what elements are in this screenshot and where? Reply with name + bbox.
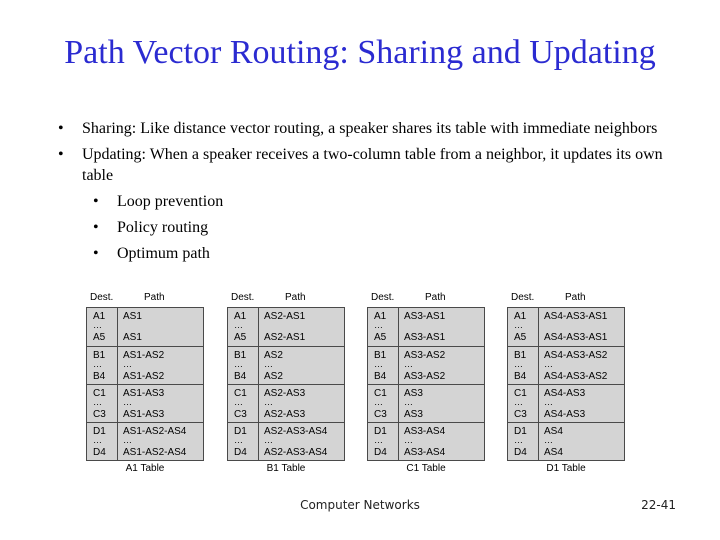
path-last: AS1 [123, 332, 142, 343]
routing-table-a1 [86, 291, 204, 474]
table-row-group-d [87, 422, 203, 461]
sub-bullet-dot: • [93, 245, 99, 262]
path-header: Path [565, 292, 586, 303]
path-header: Path [285, 292, 306, 303]
routing-table-c1 [367, 291, 485, 474]
path-header: Path [144, 292, 165, 303]
bullet-sharing [58, 118, 678, 139]
slide-title: Path Vector Routing: Sharing and Updating [64, 34, 656, 71]
sub-bullet-loop-prevention [58, 191, 678, 212]
dest-ellipsis: … [93, 435, 103, 445]
footer-course: Computer Networks [300, 498, 420, 512]
bullet-text: Sharing: Like distance vector routing, a speaker shares its table with immediate neighbors [82, 120, 658, 137]
path-first: AS4-AS3 [544, 388, 586, 399]
path-first: AS1-AS2 [123, 350, 165, 361]
path-first: AS3 [404, 388, 423, 399]
dest-first: B1 [514, 350, 527, 361]
table-row-group-b [228, 346, 344, 385]
path-last: AS2-AS1 [264, 332, 306, 343]
path-last: AS2 [264, 371, 283, 382]
dest-first: C1 [374, 388, 387, 399]
dest-last: A5 [374, 332, 387, 343]
dest-first: D1 [234, 426, 247, 437]
path-last: AS1-AS2 [123, 371, 165, 382]
table-row-group-c [87, 384, 203, 423]
dest-last: A5 [514, 332, 527, 343]
dest-first: D1 [93, 426, 106, 437]
footer-page-number: 22-41 [641, 498, 676, 512]
path-ellipsis: … [123, 435, 133, 445]
path-ellipsis: … [264, 397, 274, 407]
path-ellipsis: … [123, 359, 133, 369]
dest-last: B4 [374, 371, 387, 382]
table-row-group-d [508, 422, 624, 461]
dest-ellipsis: … [374, 435, 384, 445]
path-ellipsis: … [264, 435, 274, 445]
path-last: AS4-AS3-AS2 [544, 371, 608, 382]
dest-ellipsis: … [514, 320, 524, 330]
dest-first: A1 [234, 311, 247, 322]
table-row-group-c [228, 384, 344, 423]
path-ellipsis: … [264, 359, 274, 369]
table-row-group-b [368, 346, 484, 385]
path-first: AS1 [123, 311, 142, 322]
dest-header: Dest. [90, 292, 114, 303]
path-ellipsis: … [544, 397, 554, 407]
path-ellipsis: … [123, 397, 133, 407]
table-header [86, 291, 204, 307]
dest-last: D4 [374, 447, 387, 458]
table-grid [507, 307, 625, 461]
dest-last: D4 [514, 447, 527, 458]
dest-last: C3 [234, 409, 247, 420]
path-first: AS1-AS2-AS4 [123, 426, 187, 437]
dest-last: B4 [514, 371, 527, 382]
path-last: AS2-AS3 [264, 409, 306, 420]
dest-last: C3 [93, 409, 106, 420]
dest-first: B1 [374, 350, 387, 361]
table-row-group-d [228, 422, 344, 461]
path-ellipsis: … [404, 435, 414, 445]
table-header [227, 291, 345, 307]
routing-table-d1 [507, 291, 625, 474]
path-ellipsis: … [404, 397, 414, 407]
path-last: AS1-AS2-AS4 [123, 447, 187, 458]
table-row-group-a [368, 308, 484, 346]
dest-ellipsis: … [234, 397, 244, 407]
dest-header: Dest. [231, 292, 255, 303]
dest-last: B4 [93, 371, 106, 382]
dest-ellipsis: … [514, 359, 524, 369]
path-last: AS3-AS1 [404, 332, 446, 343]
path-first: AS3-AS2 [404, 350, 446, 361]
dest-ellipsis: … [93, 320, 103, 330]
routing-tables-figure [0, 291, 720, 476]
bullet-text: Updating: When a speaker receives a two-column table from a neighbor, it updates its own table [82, 146, 663, 184]
path-ellipsis: … [544, 359, 554, 369]
path-first: AS3-AS4 [404, 426, 446, 437]
table-header [367, 291, 485, 307]
sub-bullet-policy-routing [58, 217, 678, 238]
bullet-list [58, 118, 678, 269]
dest-first: A1 [514, 311, 527, 322]
path-header: Path [425, 292, 446, 303]
path-last: AS4-AS3 [544, 409, 586, 420]
dest-header: Dest. [371, 292, 395, 303]
table-row-group-d [368, 422, 484, 461]
dest-first: D1 [514, 426, 527, 437]
dest-ellipsis: … [234, 320, 244, 330]
dest-last: D4 [234, 447, 247, 458]
sub-bullet-dot: • [93, 193, 99, 210]
dest-first: B1 [234, 350, 247, 361]
dest-last: A5 [93, 332, 106, 343]
table-row-group-b [87, 346, 203, 385]
table-row-group-c [508, 384, 624, 423]
table-grid [227, 307, 345, 461]
table-row-group-a [228, 308, 344, 346]
dest-ellipsis: … [374, 397, 384, 407]
table-grid [367, 307, 485, 461]
dest-ellipsis: … [374, 320, 384, 330]
sub-bullet-optimum-path [58, 243, 678, 264]
table-caption: D1 Table [546, 463, 586, 474]
table-grid [86, 307, 204, 461]
dest-first: C1 [514, 388, 527, 399]
dest-ellipsis: … [514, 435, 524, 445]
dest-ellipsis: … [93, 359, 103, 369]
path-first: AS1-AS3 [123, 388, 165, 399]
dest-last: C3 [374, 409, 387, 420]
path-last: AS4-AS3-AS1 [544, 332, 608, 343]
dest-header: Dest. [511, 292, 535, 303]
dest-first: A1 [374, 311, 387, 322]
path-ellipsis: … [404, 359, 414, 369]
path-last: AS2-AS3-AS4 [264, 447, 328, 458]
dest-ellipsis: … [374, 359, 384, 369]
table-header [507, 291, 625, 307]
sub-bullet-text: Optimum path [117, 245, 210, 262]
routing-table-b1 [227, 291, 345, 474]
table-row-group-a [508, 308, 624, 346]
bullet-updating [58, 144, 678, 186]
path-first: AS4-AS3-AS1 [544, 311, 608, 322]
dest-last: A5 [234, 332, 247, 343]
path-first: AS2-AS1 [264, 311, 306, 322]
dest-first: A1 [93, 311, 106, 322]
sub-bullet-text: Policy routing [117, 219, 209, 236]
path-first: AS2 [264, 350, 283, 361]
table-caption: A1 Table [125, 463, 165, 474]
dest-first: B1 [93, 350, 106, 361]
bullet-dot: • [58, 146, 64, 163]
sub-bullet-dot: • [93, 219, 99, 236]
path-first: AS4 [544, 426, 563, 437]
path-first: AS3-AS1 [404, 311, 446, 322]
dest-last: C3 [514, 409, 527, 420]
dest-first: D1 [374, 426, 387, 437]
sub-bullet-text: Loop prevention [117, 193, 224, 210]
dest-first: C1 [234, 388, 247, 399]
path-first: AS2-AS3 [264, 388, 306, 399]
path-ellipsis: … [544, 435, 554, 445]
dest-ellipsis: … [514, 397, 524, 407]
table-caption: C1 Table [406, 463, 446, 474]
table-row-group-c [368, 384, 484, 423]
path-last: AS3-AS4 [404, 447, 446, 458]
dest-first: C1 [93, 388, 106, 399]
table-caption: B1 Table [266, 463, 306, 474]
path-last: AS3 [404, 409, 423, 420]
path-last: AS4 [544, 447, 563, 458]
dest-ellipsis: … [234, 435, 244, 445]
path-first: AS2-AS3-AS4 [264, 426, 328, 437]
dest-last: B4 [234, 371, 247, 382]
path-first: AS4-AS3-AS2 [544, 350, 608, 361]
path-last: AS1-AS3 [123, 409, 165, 420]
path-last: AS3-AS2 [404, 371, 446, 382]
table-row-group-b [508, 346, 624, 385]
dest-ellipsis: … [93, 397, 103, 407]
table-row-group-a [87, 308, 203, 346]
dest-last: D4 [93, 447, 106, 458]
dest-ellipsis: … [234, 359, 244, 369]
bullet-dot: • [58, 120, 64, 137]
